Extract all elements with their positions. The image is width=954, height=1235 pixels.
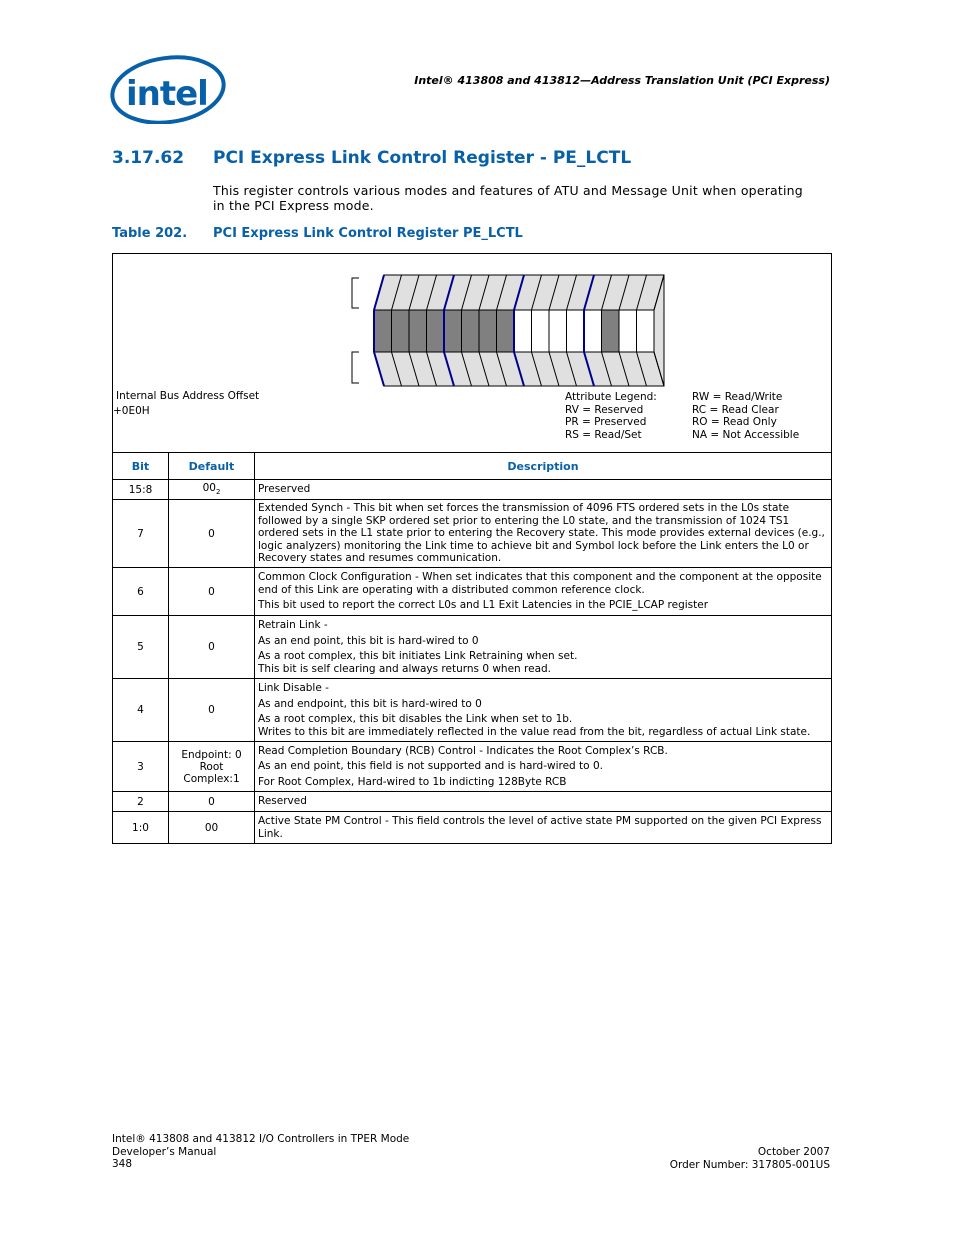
description-text: Preserved: [258, 483, 311, 496]
default-cell: 0: [169, 792, 255, 812]
page-number: 348: [112, 1158, 133, 1170]
table-row: [113, 742, 832, 792]
register-bit-diagram: [345, 270, 675, 390]
description-cell: [255, 792, 832, 812]
description-text: Common Clock Configuration - When set indicates that this component and the component at the opposite end of this Link are operating with a distributed common reference clock.: [258, 571, 822, 596]
description-cell: [255, 480, 832, 500]
description-text: As and endpoint, this bit is hard-wired to 0: [258, 697, 482, 710]
attribute-legend-left: [565, 391, 657, 441]
description-text: Reserved: [258, 795, 307, 808]
offset-label: Internal Bus Address Offset: [116, 390, 260, 402]
footer-product: Intel® 413808 and 413812 I/O Controllers in TPER Mode: [112, 1133, 410, 1145]
bit-cell-5: [549, 310, 567, 352]
legend-title: Attribute Legend:: [565, 391, 657, 403]
description-cell: [255, 812, 832, 844]
description-cell: [255, 500, 832, 568]
bit-cell-10: [462, 310, 480, 352]
description-cell: [255, 568, 832, 616]
footer-order-number: Order Number: 317805-001US: [669, 1158, 830, 1171]
table-caption-title: PCI Express Link Control Register PE_LCTL: [213, 226, 523, 241]
bit-cell-12: [427, 310, 445, 352]
column-header-description: Description: [255, 453, 832, 480]
table-row: [113, 679, 832, 742]
legend-item: RS = Read/Set: [565, 428, 642, 441]
default-value: 00: [202, 482, 216, 495]
bit-cell-11: [444, 310, 462, 352]
table-row: [113, 480, 832, 500]
bit-cell: 7: [113, 500, 169, 568]
svg-text:intel: intel: [126, 74, 208, 114]
bit-cell-2: [602, 310, 620, 352]
register-bit-table: [112, 452, 832, 844]
default-cell: 0: [169, 616, 255, 679]
default-subscript: 2: [215, 488, 221, 497]
bit-cell: 4: [113, 679, 169, 742]
bit-cell-3: [584, 310, 602, 352]
table-caption-number: Table 202.: [112, 226, 188, 241]
description-text: As a root complex, this bit initiates Link Retraining when set. This bit is self clearing and always returns 0 when read.: [258, 650, 578, 675]
description-text: Link Disable -: [258, 682, 329, 694]
bit-cell: 2: [113, 792, 169, 812]
default-cell: Endpoint: 0 Root Complex:1: [169, 742, 255, 792]
bit-cell-9: [479, 310, 497, 352]
bit-cell-14: [392, 310, 410, 352]
description-text: As a root complex, this bit disables the Link when set to 1b. Writes to this bit are immediately reflected in the value read from the bit, regardless of actual Link state.: [258, 713, 811, 738]
table-header-row: [113, 453, 832, 480]
bit-cell-13: [409, 310, 427, 352]
legend-item: RC = Read Clear: [692, 403, 779, 416]
upper-bracket: [352, 278, 359, 308]
intel-logo: [108, 52, 226, 124]
default-cell: 0: [169, 679, 255, 742]
lower-bracket: [352, 352, 359, 383]
bit-cell: 15:8: [113, 480, 169, 500]
bit-cell: 3: [113, 742, 169, 792]
description-cell: [255, 742, 832, 792]
table-row: [113, 568, 832, 616]
footer-manual: Developer’s Manual: [112, 1145, 217, 1158]
section-title: PCI Express Link Control Register - PE_LCTL: [213, 148, 632, 168]
description-text: Extended Synch - This bit when set forces the transmission of 4096 FTS ordered sets in the L0s state followed by a single SKP ordered set prior to entering the L0 state, and the transmission of 1024 TS1 ordered sets in the L1 state prior to entering the Recovery state. This mode provides external devices (e.g., logic analyzers) monitoring the Link time to achieve bit and Symbol lock before the Link enters the L0 or Recovery states and resumes communication.: [258, 502, 825, 565]
default-cell: 0: [169, 500, 255, 568]
bit-cell-8: [497, 310, 515, 352]
footer-left: [112, 1133, 409, 1171]
default-cell: 0: [169, 568, 255, 616]
footer-right: [670, 1146, 830, 1171]
legend-item: RV = Reserved: [565, 403, 644, 416]
bit-cell-15: [374, 310, 392, 352]
table-row: [113, 500, 832, 568]
default-cell: [169, 480, 255, 500]
page-header-title: Intel® 413808 and 413812—Address Translation Unit (PCI Express): [414, 74, 830, 87]
legend-item: PR = Preserved: [565, 416, 647, 428]
column-header-default: Default: [169, 453, 255, 480]
offset-value: +0E0H: [113, 405, 150, 417]
legend-item: NA = Not Accessible: [692, 428, 800, 441]
footer-date: October 2007: [757, 1146, 830, 1158]
description-text: As an end point, this bit is hard-wired to 0: [258, 634, 479, 647]
table-row: [113, 812, 832, 844]
description-text: Retrain Link -: [258, 619, 328, 631]
table-row: [113, 616, 832, 679]
default-cell: 00: [169, 812, 255, 844]
table-row: [113, 792, 832, 812]
bit-cell-6: [532, 310, 550, 352]
bit-cell-4: [567, 310, 585, 352]
bit-cell-1: [619, 310, 637, 352]
description-cell: [255, 679, 832, 742]
description-text: For Root Complex, Hard-wired to 1b indicting 128Byte RCB: [258, 775, 567, 788]
column-header-bit: Bit: [113, 453, 169, 480]
bit-cell: 5: [113, 616, 169, 679]
section-number: 3.17.62: [112, 148, 185, 168]
description-text: This bit used to report the correct L0s and L1 Exit Latencies in the PCIE_LCAP register: [258, 599, 709, 612]
legend-item: RW = Read/Write: [692, 391, 783, 403]
description-text: Active State PM Control - This field controls the level of active state PM supported on the given PCI Express Link.: [258, 815, 822, 840]
intro-paragraph: This register controls various modes and features of ATU and Message Unit when operating in the PCI Express mode.: [213, 183, 803, 213]
bit-cell-0: [637, 310, 655, 352]
description-cell: [255, 616, 832, 679]
bit-cell-7: [514, 310, 532, 352]
bit-cell: 6: [113, 568, 169, 616]
bit-cell: 1:0: [113, 812, 169, 844]
description-text: As an end point, this field is not supported and is hard-wired to 0.: [258, 760, 603, 773]
description-text: Read Completion Boundary (RCB) Control - Indicates the Root Complex’s RCB.: [258, 744, 668, 757]
attribute-legend-right: [692, 391, 799, 441]
legend-item: RO = Read Only: [692, 416, 777, 428]
